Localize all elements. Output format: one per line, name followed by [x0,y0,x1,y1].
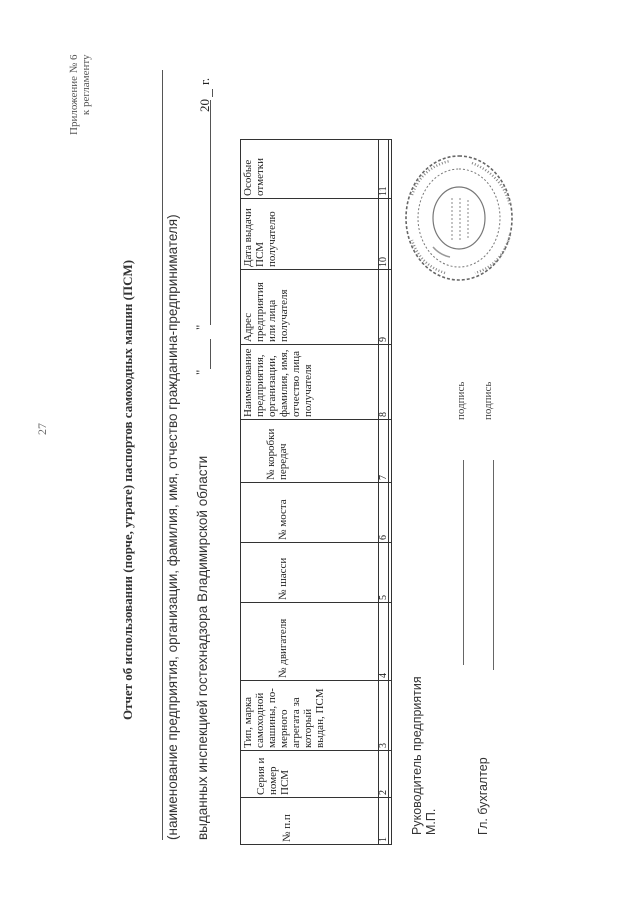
number-cell: 4 [379,603,389,681]
name-blank-line [162,70,163,840]
number-cell: 9 [379,270,389,345]
number-cell: 1 [379,798,389,845]
month-blank-line [210,100,211,325]
table-blank-row [389,140,392,845]
number-cell: 6 [379,483,389,543]
appendix-note [68,54,92,135]
appendix-line-2: к регламенту [80,54,92,116]
accountant-signature-caption: подпись [482,381,494,420]
header-cell-recipient-address: Адрес предприятия или лица получателя [241,270,379,345]
day-blank-line [210,339,211,369]
header-cell-gearbox: № коробки передач [241,420,379,483]
number-cell: 7 [379,420,389,483]
issued-by-text: выданных инспекцией гостехнадзора Владимирской области [195,455,210,840]
number-cell: 3 [379,681,389,751]
table-number-row [379,140,389,845]
header-cell-issue-date: Дата выдачи ПСМ получателю [241,199,379,270]
seal-stamp [400,150,518,285]
appendix-line-1: Приложение № 6 [68,54,80,135]
number-cell: 8 [379,345,389,420]
header-cell-recipient-name: Наименование предприятия, организации, фамилия, имя, отчество лица получателя [241,345,379,420]
report-table [240,139,392,845]
header-cell-axle: № моста [241,483,379,543]
page-number: 27 [35,423,49,435]
head-signature-line [463,460,464,665]
report-title: Отчет об использовании (порче, утрате) паспортов самоходных машин (ПСМ) [120,259,135,720]
number-cell: 5 [379,543,389,603]
name-caption: (наименование предприятия, организации, фамилия, имя, отчество гражданина-предпринимателя) [165,214,180,840]
year-suffix: г. [197,77,212,85]
number-cell: 11 [379,140,389,199]
header-cell-chassis: № шасси [241,543,379,603]
year-prefix: 20 [197,99,212,112]
header-cell-type: Тип, марка самоходной машины, по-мерного агрегата за который выдан, ПСМ [241,681,379,751]
year-blank-line [212,89,213,97]
head-label: Руководитель предприятия [410,676,424,835]
date-quote-close: " [193,324,208,330]
header-cell-series: Серия и номер ПСМ [241,751,379,798]
mp-label: М.П. [424,808,438,835]
accountant-signature-line [493,460,494,670]
number-cell: 10 [379,199,389,270]
accountant-label: Гл. бухгалтер [476,757,490,835]
header-cell-notes: Особые отметки [241,140,379,199]
header-cell-engine: № двигателя [241,603,379,681]
date-quote-open: " [193,369,208,375]
header-cell-num: № п.п [241,798,379,845]
table-header-row [241,140,379,845]
head-signature-caption: подпись [455,381,467,420]
number-cell: 2 [379,751,389,798]
